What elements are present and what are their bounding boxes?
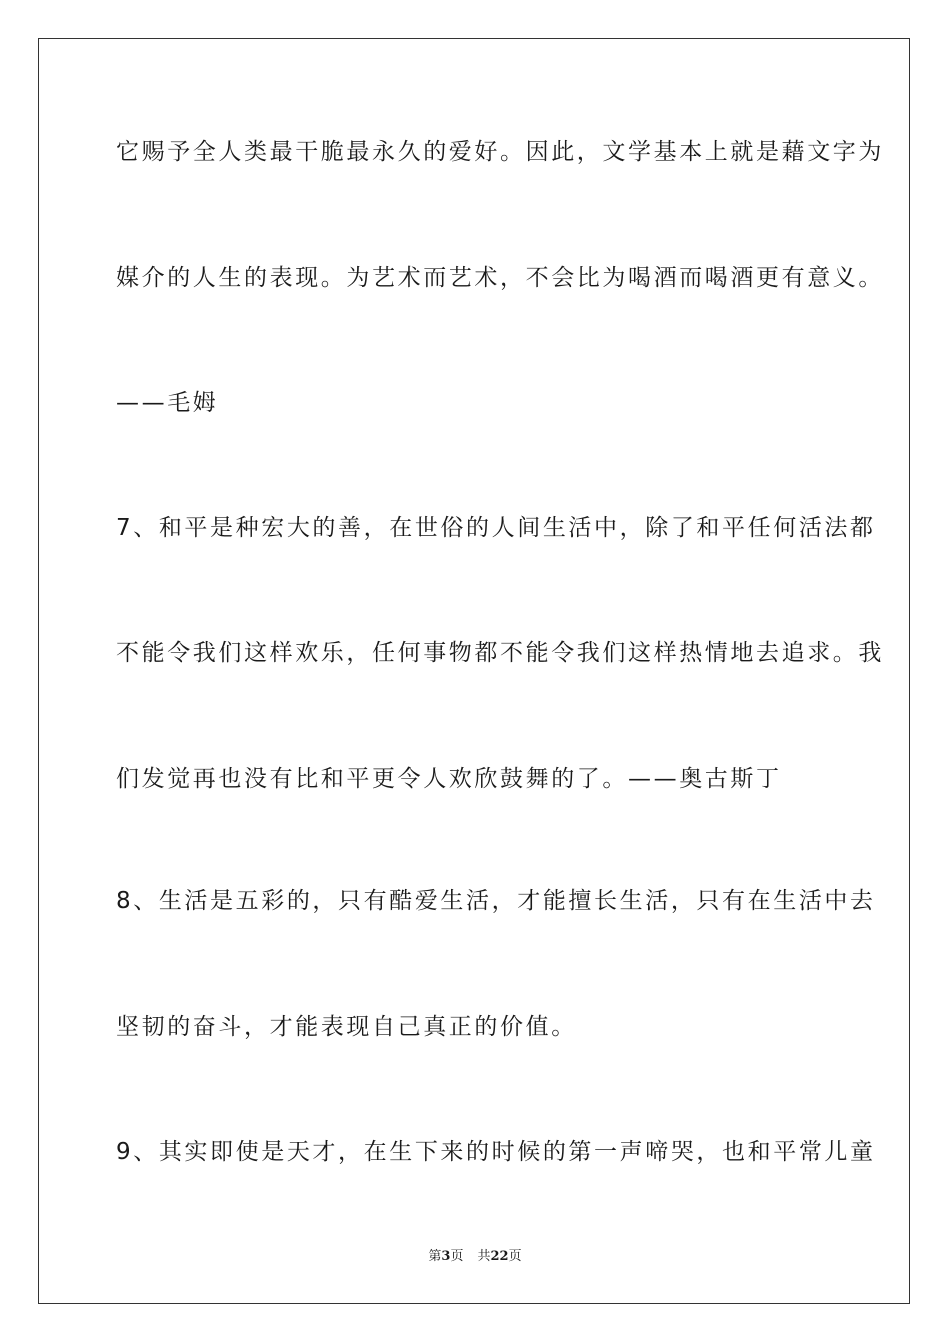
text-line-2: 媒介的人生的表现。为艺术而艺术，不会比为喝酒而喝酒更有意义。 (116, 265, 884, 291)
footer-page-prefix: 第 (428, 1249, 442, 1264)
text-line-6: 们发觉再也没有比和平更令人欢欣鼓舞的了。——奥古斯丁 (116, 766, 782, 792)
page-border (38, 38, 910, 1304)
footer-total-prefix: 共 (477, 1249, 491, 1264)
text-line-8: 坚韧的奋斗，才能表现自己真正的价值。 (116, 1014, 577, 1040)
footer-page-suffix: 页 (450, 1249, 464, 1264)
text-line-1: 它赐予全人类最干脆最永久的爱好。因此，文学基本上就是藉文字为 (116, 139, 884, 165)
footer-total-suffix: 页 (508, 1249, 522, 1264)
text-line-5: 不能令我们这样欢乐，任何事物都不能令我们这样热情地去追求。我 (116, 640, 884, 666)
text-line-4: 7、和平是种宏大的善，在世俗的人间生活中，除了和平任何活法都 (116, 515, 876, 541)
footer-page-number: 3 (441, 1249, 451, 1264)
text-line-3: ——毛姆 (116, 390, 219, 416)
text-line-9: 9、其实即使是天才，在生下来的时候的第一声啼哭，也和平常儿童 (116, 1139, 876, 1165)
page-footer (0, 1248, 950, 1266)
footer-total-pages: 22 (490, 1249, 509, 1264)
text-line-7: 8、生活是五彩的，只有酷爱生活，才能擅长生活，只有在生活中去 (116, 888, 876, 914)
